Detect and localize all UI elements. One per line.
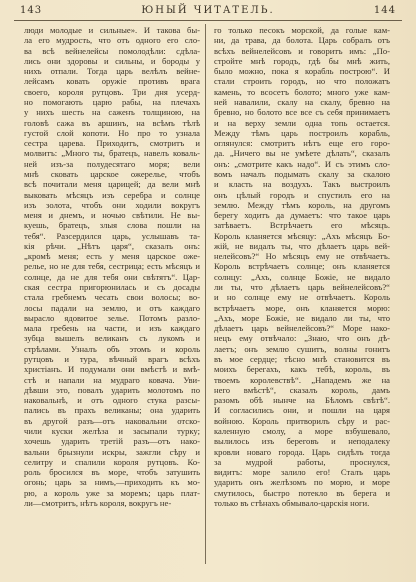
text-line: онъ: „смотрите какъ надо“. И съ этимъ сло-	[214, 158, 390, 169]
text-line: ла его мудрость, что отъ одного его сло-	[24, 35, 200, 46]
text-line: въ мое сердце; тѣсно мнѣ становится въ	[214, 354, 390, 364]
text-line: чили куски желѣза и засыпали турку;	[24, 425, 200, 436]
text-line: него вмѣстѣ“, сказалъ король, дамъ	[214, 384, 390, 395]
text-line: наковальнѣ, и отъ одного стука разсы-	[24, 395, 200, 406]
text-line: за мудрой работы, проснулся,	[214, 456, 390, 467]
text-line: выковать мѣсяцъ изъ серебра и солнце	[24, 189, 200, 200]
text-line: солнцу: „Ахъ, солнце Божіе, не видало	[214, 271, 390, 282]
text-line: зубца вышелъ великанъ съ лукомъ и	[24, 333, 200, 344]
text-line: Между тѣмъ царь построилъ корабль,	[214, 127, 390, 138]
text-line: го только песокъ морской, да голые кам-	[214, 25, 390, 35]
text-line: и на верху земли одна топь остается.	[214, 117, 390, 128]
text-line: но помогають царю рабы, на плечахъ	[24, 96, 200, 107]
text-line: куешь, братецъ, злыя слова пошли на	[24, 220, 200, 231]
text-line: только въ стѣнахъ обмывало-царскія ноги.	[214, 497, 370, 508]
text-line: своего, короля рутцовъ. Три дня усерд-	[24, 86, 200, 97]
text-line: рутцовъ и тура, вѣчный врагъ всѣхъ	[24, 354, 200, 364]
text-line: ударить онъ желѣзомъ по морю, и море	[214, 477, 390, 488]
text-line: дѣвши это, повалъ ударить молотомъ по	[24, 384, 200, 395]
text-line: головѣ сажа въ аршинъ, на всѣмъ тѣлѣ	[24, 117, 200, 128]
text-line: „Ахъ, море Божіе, не видало ли ты, что	[214, 312, 390, 323]
text-line: изъ золота, чтобъ они ходили вокругъ	[24, 199, 200, 210]
text-line: селитру и спалили короля рутцовъ. Ко-	[24, 456, 200, 467]
text-line: дѣлаетъ царь вейнелейсовъ?“ Море нако-	[214, 323, 390, 334]
text-line: нихъ отпали. Тогда царь велѣлъ вейне-	[24, 66, 200, 77]
text-line: пались въ прахъ великаны; она ударить	[24, 405, 200, 416]
text-line: вылилось изъ береговъ и неподалеку	[214, 436, 390, 447]
text-line: кія рѣчи. „Нѣтъ царя“, сказалъ онъ:	[24, 240, 200, 251]
text-line: стала гребнемъ чесать свои волосы; во-	[24, 292, 200, 303]
left-column	[24, 25, 200, 508]
text-line: моихъ берегахъ, какъ тебѣ, король, въ	[214, 364, 390, 375]
text-line: и но солнце ему не отвѣчаетъ. Король	[214, 292, 390, 303]
text-line: огонь; царь за нимъ,—приходить къ мо-	[24, 477, 200, 488]
text-line: жій, не видалъ ты, что дѣлаетъ царь вей-	[214, 240, 390, 251]
text-line: лейсамъ ковать оружіе противъ врага	[24, 76, 200, 87]
text-line: оглянулся: смотритъ нѣтъ еще его горо-	[214, 138, 390, 149]
text-line: И согласились они, и пошли на царя	[214, 405, 390, 416]
text-line: стали строить городъ, но что положатъ	[214, 76, 390, 87]
text-line: стрѣлами. Узналъ объ этомъ и король	[24, 343, 200, 354]
text-line: мнѣ сковать царское ожерелье, чтобъ	[24, 168, 200, 179]
page-header	[14, 5, 402, 19]
text-line: берегу ходитъ да думаетъ: что такое царь	[214, 210, 390, 221]
text-line: землю. Между тѣмъ король, на другомъ	[214, 199, 390, 210]
text-line: сестра царева. Приходитъ, смотритъ и	[24, 138, 200, 149]
page-number-left: 143	[20, 5, 43, 16]
text-line: ская сестра пригорюнилась и съ досады	[24, 282, 200, 293]
text-line: онъ цѣлый городъ и спустилъ его на	[214, 189, 390, 200]
text-line: да. „Ничего вы не умѣете дѣлать“, сказалъ	[214, 148, 390, 159]
text-line: солнце, да не для тебя они свѣтятъ“. Цар-	[24, 271, 200, 282]
text-line: ва всѣ вейнелейсы помолодѣли: сдѣла-	[24, 45, 200, 56]
text-line: у нихъ шесть на саженъ толщиною, на	[24, 107, 200, 118]
text-line: рю, а король уже за моремъ; царь плат-	[24, 487, 200, 498]
text-line: встрѣчаетъ море, онъ кланяется морю:	[214, 302, 390, 313]
text-line: смутилось, быстро потекло въ берега и	[214, 487, 390, 498]
text-line: лись они здоровы и сильны, и бороды у	[24, 55, 200, 66]
text-line: всѣ почитали меня царицей; да вели мнѣ	[24, 179, 200, 190]
text-line: Король встрѣчаетъ солнце; онъ кланяется	[214, 261, 390, 272]
text-line: Король кланяется мѣсяцу: „Ахъ мѣсяцъ Бо-	[214, 230, 390, 241]
text-line: въ другой разъ—отъ наковальни отско-	[24, 415, 200, 426]
text-line: „кромѣ меня; есть у меня царское оже-	[24, 251, 200, 262]
text-line: было можно, пока я корабль построю“. И	[214, 66, 390, 77]
text-line: хочешь ударить третій разъ—отъ нако-	[24, 436, 200, 447]
text-line: релье, но не для тебя, сестрица; есть мѣсяцъ и	[24, 261, 200, 272]
text-line: ли ты, что дѣлаетъ царь вейнелейсовъ?“	[214, 282, 390, 293]
text-line: стѣ и напали на мудраго ковача. Уви-	[24, 374, 200, 385]
page-number-right: 144	[373, 5, 396, 16]
text-line: войною. Король притворилъ сѣру и рас-	[214, 415, 390, 426]
text-line: ни, да трава, да болота. Царь собралъ отъ	[214, 35, 390, 46]
text-line: и класть на воздухъ. Такъ выстроилъ	[214, 179, 390, 190]
text-line: роль бросился въ море, чтобъ затушить	[24, 467, 200, 478]
text-line: мала гребень на части, и изъ каждаго	[24, 323, 200, 334]
text-line: твоемъ королевствѣ“. „Нападемъ же на	[214, 374, 390, 385]
text-line: молвитъ: „Много ты, братецъ, навелъ коваль-	[24, 148, 200, 159]
text-line: разомъ обѣ нынче на Бѣломъ свѣтѣ“.	[214, 395, 390, 406]
text-line: вырасло ядовитое зелье. Потомъ разло-	[24, 312, 200, 323]
text-line: видитъ: море залило его! Сталъ царь	[214, 467, 390, 478]
text-line: густой слой копоти. Но про то узнала	[24, 127, 200, 138]
text-line: меня и днемъ, и ночью свѣтили. Не вы-	[24, 210, 200, 221]
text-line: нелейсовъ?“ Но мѣсяцъ ему не отвѣчаетъ.	[214, 251, 390, 262]
text-line: ней навалили, скалу на скалу, бревно на	[214, 96, 390, 107]
text-line: нецъ ему отвѣчало: „Знаю, что онъ дѣ-	[214, 333, 390, 344]
running-title: ЮНЫЙ ЧИТАТЕЛЬ.	[141, 5, 275, 16]
text-line: тебя“. Разсердился царь, услышавъ та-	[24, 230, 200, 241]
text-line: лаетъ; онъ землю сушитъ, волны гонитъ	[214, 343, 390, 354]
text-line: ней изъ-за полудесятаго моря; вели	[24, 158, 200, 169]
text-line: стройте мнѣ городъ, гдѣ бы мнѣ жить,	[214, 55, 390, 66]
right-column	[214, 25, 390, 508]
text-line: всѣхъ вейнелейсовъ и говоритъ имъ: „По-	[214, 45, 390, 56]
text-line: кровли новаго города. Царь сидѣлъ тогда	[214, 446, 390, 457]
text-line: камень, то всосетъ болото; много уже кам-	[214, 86, 390, 97]
text-line: затѣваетъ. Встрѣчаетъ его мѣсяцъ.	[214, 220, 390, 231]
text-line: каленную смолу, а море взбушевало,	[214, 425, 390, 436]
text-line: христіанъ. И подумали они вмѣстѣ и вмѣ-	[24, 364, 200, 375]
text-line: вомъ началъ подымать скалу за скалою	[214, 168, 390, 179]
text-line: бревно, но болото все все съ себя принимаетъ	[214, 107, 390, 118]
text-line: вальни брызнули искры, зажгли сѣру и	[24, 446, 200, 457]
text-line: ли—смотритъ, нѣтъ короля, вокругъ не-	[24, 497, 172, 508]
text-line: люди молодые и сильные». И такова бы-	[24, 25, 200, 35]
header-rule	[14, 20, 402, 21]
column-divider	[205, 24, 206, 564]
text-line: лосы падали на землю, и отъ каждаго	[24, 302, 200, 313]
